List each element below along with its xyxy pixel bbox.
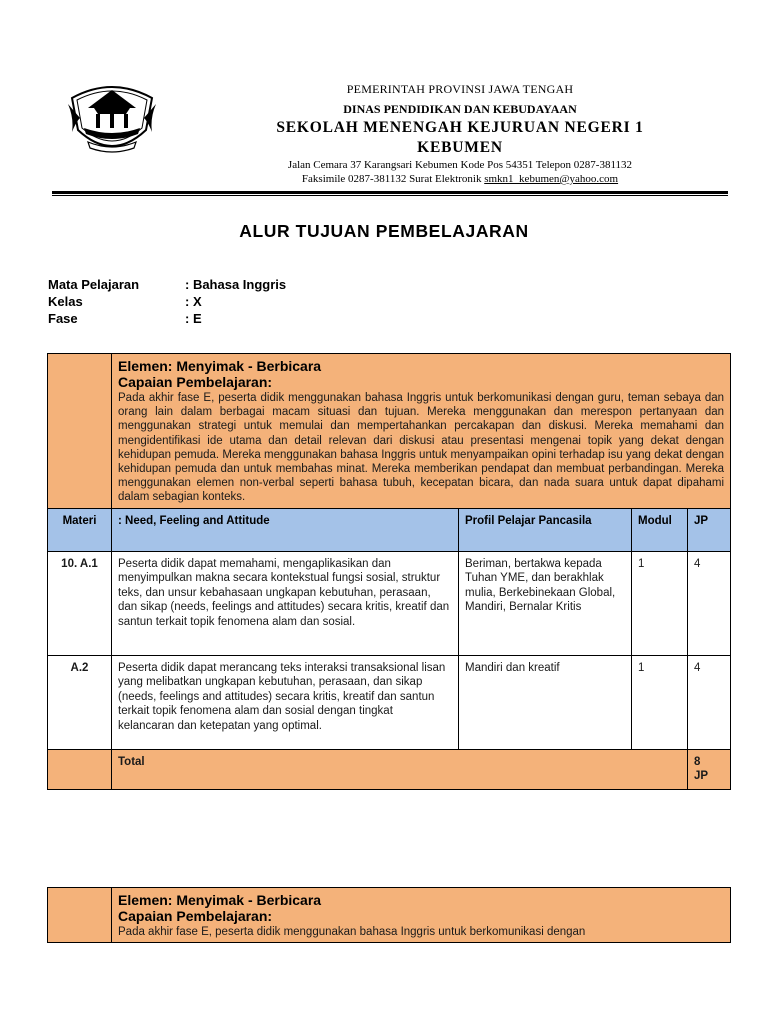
province-emblem-icon: [66, 78, 158, 154]
capaian-heading: Capaian Pembelajaran:: [118, 374, 273, 390]
capaian-heading: Capaian Pembelajaran:: [118, 908, 273, 924]
letterhead-government: PEMERINTAH PROVINSI JAWA TENGAH: [346, 82, 574, 96]
row-jp: 4: [688, 655, 731, 749]
row-profil: Beriman, bertakwa kepada Tuhan YME, dan berakhlak mulia, Berkebinekaan Global, Mandiri, Bernalar Kritis: [459, 551, 632, 655]
letterhead-email-link[interactable]: smkn1_kebumen@yahoo.com: [484, 173, 619, 185]
letterhead: [0, 0, 768, 200]
letterhead-fax: Faksimile 0287-381132 Surat Elektronik: [301, 173, 485, 185]
header-modul: Modul: [632, 508, 688, 551]
row-tujuan: Peserta didik dapat memahami, mengaplikasikan dan menyimpulkan makna secara kontekstual fungsi sosial, struktur teks, dan unsur kebahasaan ungkapan kebutuhan, perasaan, dan sikap (needs, feelings and attitudes) secara kritis, kreatif dan santun terkait topik fenomena alam dan sosial.: [112, 551, 459, 655]
capaian-text: Pada akhir fase E, peserta didik menggunakan bahasa Inggris untuk berkomunikasi dengan guru, teman sebaya dan orang lain dalam berbagai macam situasi dan tujuan. Mereka menggunakan dan merespon pertanyaan dan menggunakan strategi untuk memulai dan mempertahankan percakapan dan diskusi. Mereka memahami dan mengidentifikasi ide utama dan detail relevan dari diskusi atau presentasi mengenai topik yang dekat dengan kehidupan pemuda. Mereka menggunakan bahasa Inggris untuk menyampaikan opini terhadap isu yang dekat dengan kehidupan pemuda dan untuk membahas minat. Mereka memberikan pendapat dan membuat perbandingan. Mereka menggunakan elemen non-verbal seperti bahasa tubuh, kecepatan bicara, dan nada suara untuk dapat dipahami dalam sebagian konteks.: [118, 392, 725, 504]
total-row: [48, 749, 731, 789]
total-label: Total: [112, 749, 688, 789]
header-materi: Materi: [48, 508, 112, 551]
table-row: [48, 551, 731, 655]
meta-value: : Bahasa Inggris: [185, 277, 287, 292]
elemen-heading: Elemen: Menyimak - Berbicara: [118, 358, 322, 374]
meta-label: Fase: [48, 311, 78, 326]
capaian-row: [48, 888, 731, 943]
capaian-blank-cell: [48, 888, 112, 943]
capaian-row: [48, 354, 731, 509]
meta-value: : E: [185, 311, 202, 326]
row-profil: Mandiri dan kreatif: [459, 655, 632, 749]
letterhead-school-city: KEBUMEN: [417, 139, 503, 156]
header-profil: Profil Pelajar Pancasila: [459, 508, 632, 551]
letterhead-agency: DINAS PENDIDIKAN DAN KEBUDAYAAN: [343, 102, 577, 116]
letterhead-divider-thin: [52, 195, 728, 196]
meta-label: Mata Pelajaran: [48, 277, 140, 292]
capaian-cell: [112, 354, 731, 509]
letterhead-divider-thick: [52, 191, 728, 194]
table-row: [48, 655, 731, 749]
row-jp: 4: [688, 551, 731, 655]
meta-label: Kelas: [48, 294, 83, 309]
meta-value: : X: [185, 294, 202, 309]
total-value: 8 JP: [688, 749, 731, 789]
atp-table-1: [47, 353, 731, 790]
total-blank-cell: [48, 749, 112, 789]
row-code: A.2: [48, 655, 112, 749]
row-modul: 1: [632, 551, 688, 655]
row-code: 10. A.1: [48, 551, 112, 655]
capaian-blank-cell: [48, 354, 112, 509]
capaian-cell: [112, 888, 731, 943]
document-title: ALUR TUJUAN PEMBELAJARAN: [239, 221, 529, 241]
header-topik: : Need, Feeling and Attitude: [112, 508, 459, 551]
table-header-row: [48, 508, 731, 551]
header-jp: JP: [688, 508, 731, 551]
row-modul: 1: [632, 655, 688, 749]
capaian-text: Pada akhir fase E, peserta didik menggunakan bahasa Inggris untuk berkomunikasi dengan: [118, 926, 586, 938]
atp-table-2: [47, 887, 731, 943]
letterhead-contact: [180, 173, 740, 185]
letterhead-school-name: SEKOLAH MENENGAH KEJURUAN NEGERI 1: [276, 119, 644, 136]
letterhead-address: Jalan Cemara 37 Karangsari Kebumen Kode Pos 54351 Telepon 0287-381132: [287, 159, 633, 171]
row-tujuan: Peserta didik dapat merancang teks interaksi transaksional lisan yang melibatkan ungkapan kebutuhan, perasaan, dan sikap (needs, feelings and attitudes) secara kritis, kreatif dan santun terkait topik fenomena alam dan sosial dengan tingkat kelancaran dan ketepatan yang optimal.: [112, 655, 459, 749]
elemen-heading: Elemen: Menyimak - Berbicara: [118, 892, 322, 908]
